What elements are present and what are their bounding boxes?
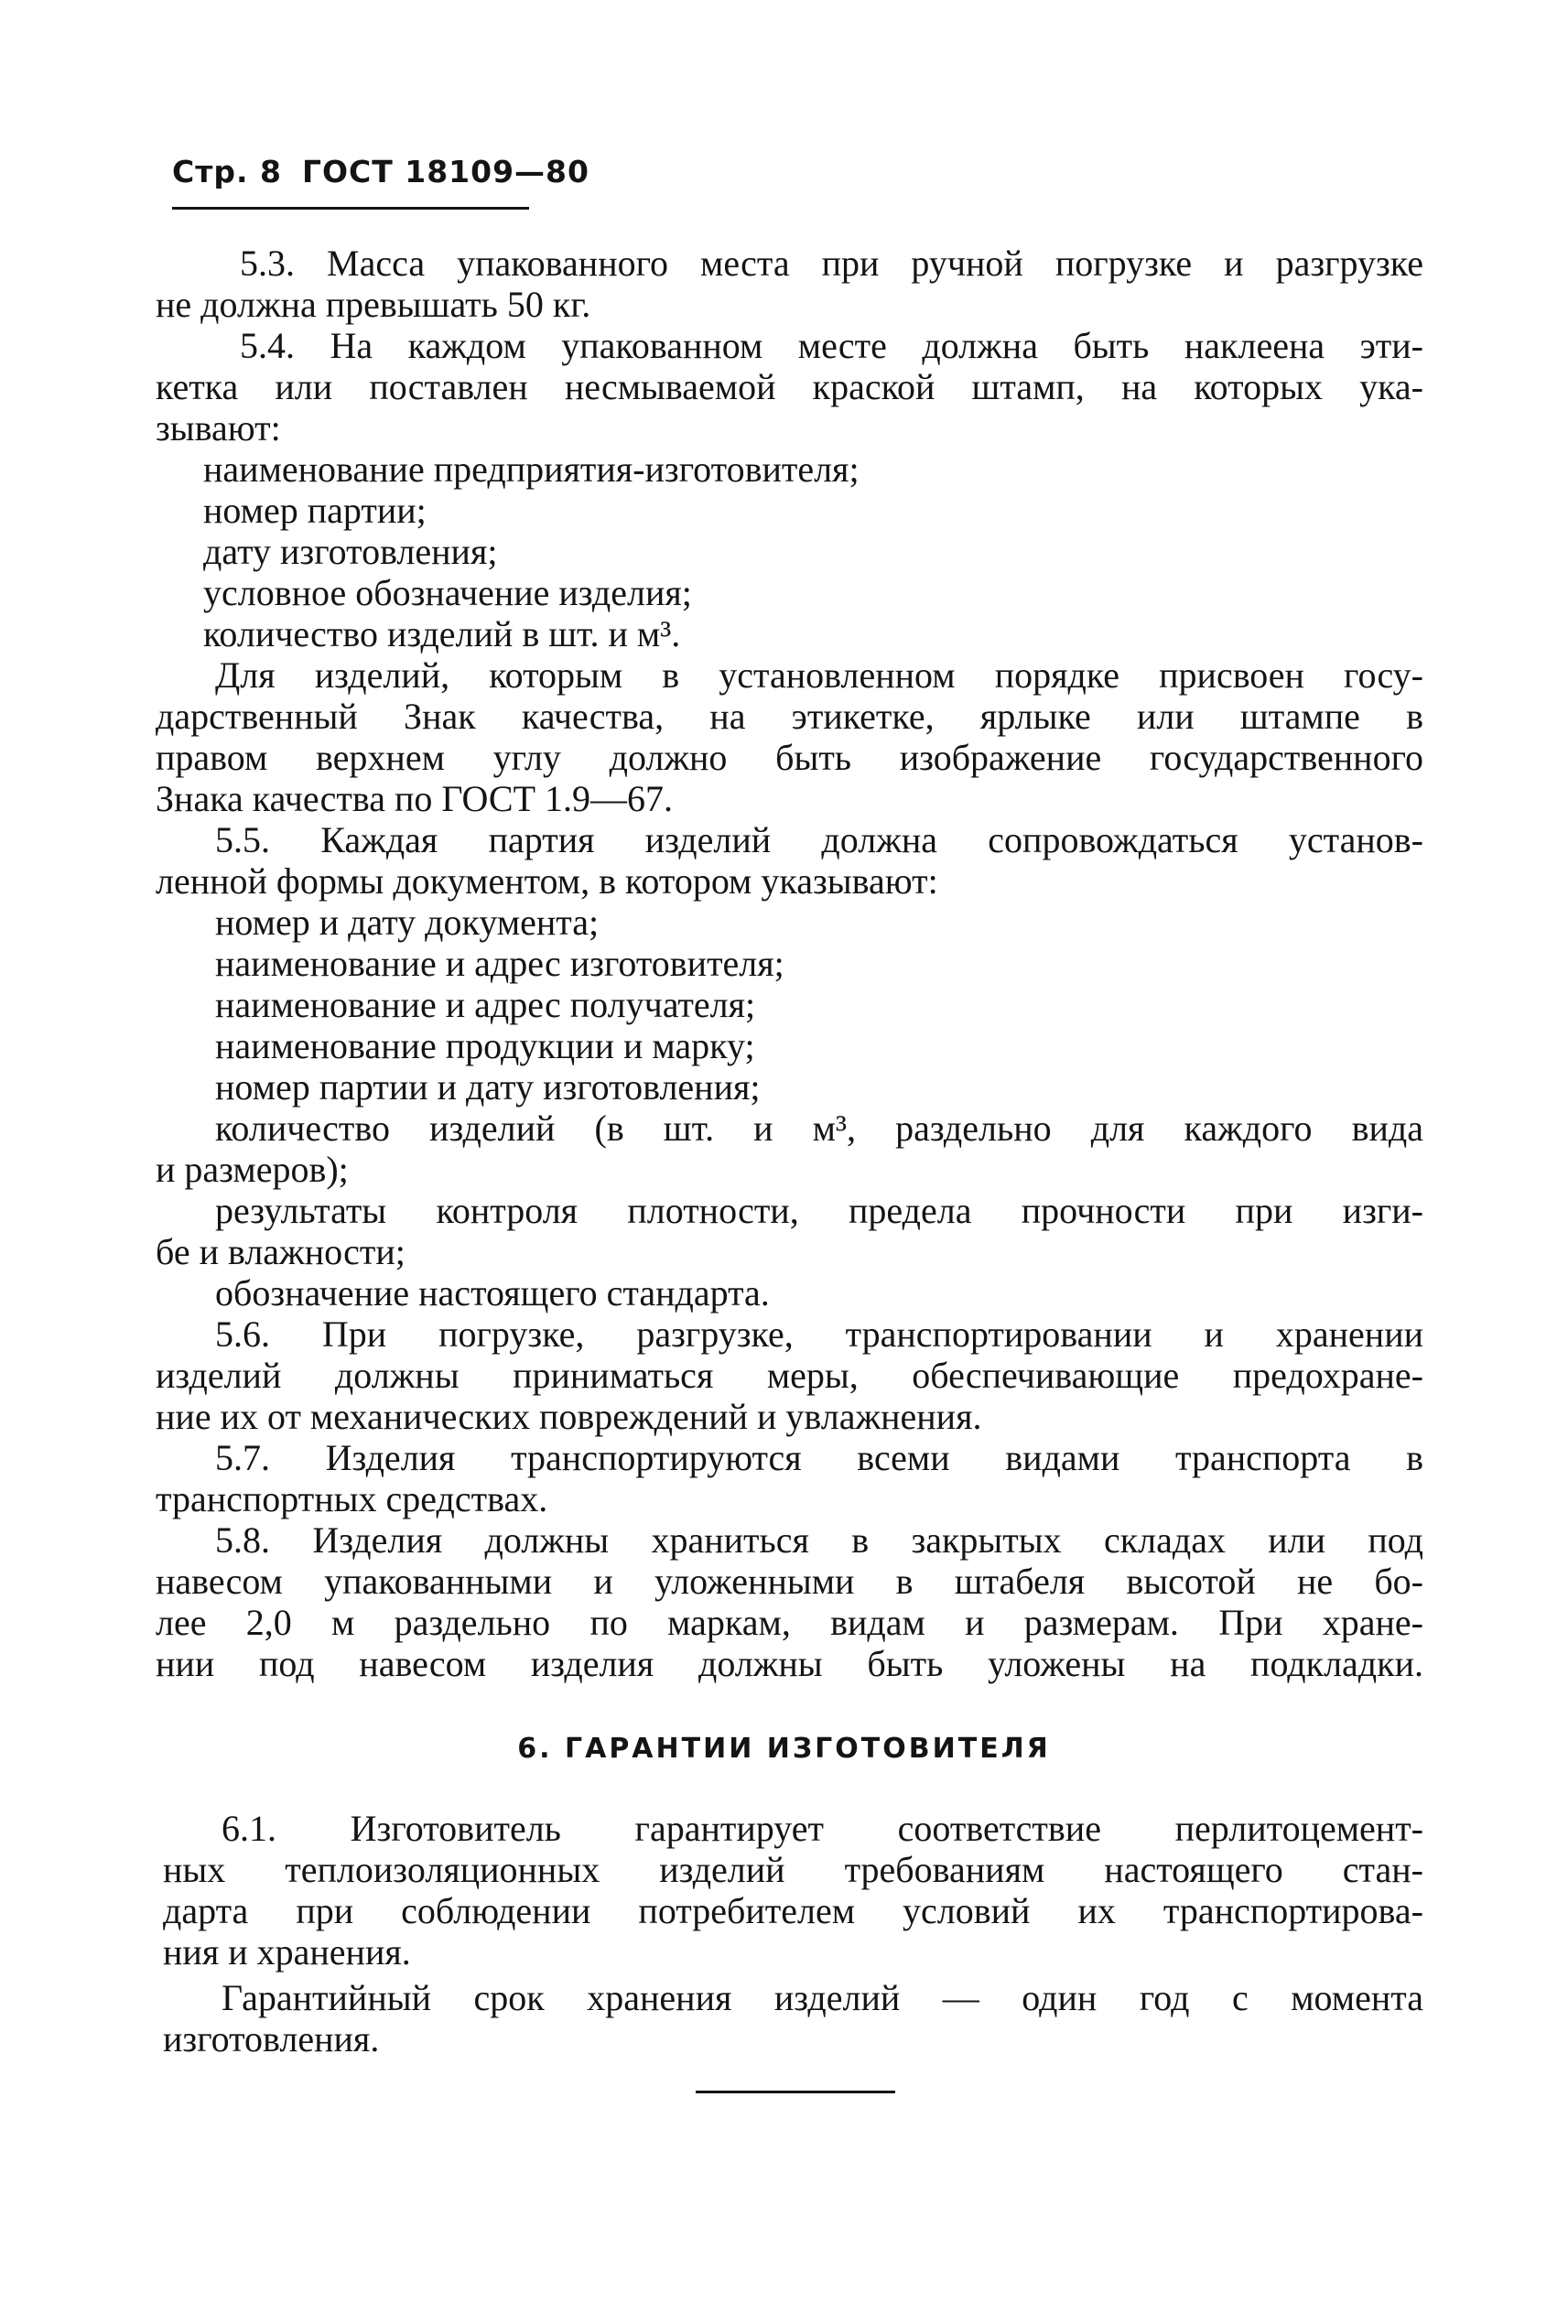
list-item: наименование предприятия-изготовителя; xyxy=(203,449,860,490)
list-item: количество изделий (в шт. и м³, раздельно для каждого вида xyxy=(215,1108,1423,1149)
list-item: обозначение настоящего стандарта. xyxy=(215,1272,770,1313)
list-item: дату изготовления; xyxy=(203,531,498,572)
page-header xyxy=(172,154,610,189)
list-item: наименование и адрес получателя; xyxy=(215,984,756,1025)
paragraph-5-8-line: лее 2,0 м раздельно по маркам, видам и размерам. При хране- xyxy=(156,1602,1423,1643)
end-divider xyxy=(696,2091,895,2093)
paragraph-6-1-line: ных теплоизоляционных изделий требованиям настоящего стан- xyxy=(163,1849,1423,1890)
list-item: результаты контроля плотности, предела прочности при изги- xyxy=(215,1190,1423,1231)
paragraph-5-3-line: не должна превышать 50 кг. xyxy=(156,284,591,325)
paragraph-5-8-line: 5.8. Изделия должны храниться в закрытых складах или под xyxy=(215,1519,1423,1561)
quality-note-line: дарственный Знак качества, на этикетке, ярлыке или штампе в xyxy=(156,696,1423,737)
list-item: бе и влажности; xyxy=(156,1231,406,1272)
list-item: условное обозначение изделия; xyxy=(203,572,692,613)
paragraph-5-4-line: зывают: xyxy=(156,407,281,449)
paragraph-6-1-line: ния и хранения. xyxy=(163,1931,411,1973)
list-item: номер и дату документа; xyxy=(215,902,600,943)
paragraph-5-7-line: 5.7. Изделия транспортируются всеми видами транспорта в xyxy=(215,1437,1423,1478)
paragraph-5-6-line: изделий должны приниматься меры, обеспечивающие предохране- xyxy=(156,1355,1423,1396)
paragraph-5-4-line: 5.4. На каждом упакованном месте должна быть наклеена эти- xyxy=(240,325,1423,366)
page-number: Стр. 8 xyxy=(172,154,282,189)
list-item: номер партии и дату изготовления; xyxy=(215,1066,761,1108)
paragraph-5-4-line: кетка или поставлен несмываемой краской штамп, на которых ука- xyxy=(156,366,1423,407)
paragraph-5-7-line: транспортных средствах. xyxy=(156,1478,548,1519)
paragraph-5-8-line: навесом упакованными и уложенными в штабеля высотой не бо- xyxy=(156,1561,1423,1602)
quality-note-line: правом верхнем углу должно быть изображение государственного xyxy=(156,737,1423,778)
list-item: количество изделий в шт. и м³. xyxy=(203,613,681,654)
list-item: номер партии; xyxy=(203,490,427,531)
warranty-note-line: изготовления. xyxy=(163,2018,380,2059)
header-divider xyxy=(172,207,529,210)
quality-note-line: Для изделий, которым в установленном порядке присвоен госу- xyxy=(215,654,1423,696)
paragraph-6-1-line: дарта при соблюдении потребителем условий их транспортирова- xyxy=(163,1890,1423,1931)
quality-note-line: Знака качества по ГОСТ 1.9—67. xyxy=(156,778,673,819)
paragraph-5-8-line: нии под навесом изделия должны быть уложены на подкладки. xyxy=(156,1643,1423,1684)
paragraph-5-5-line: 5.5. Каждая партия изделий должна сопровождаться установ- xyxy=(215,819,1423,860)
list-item: наименование и адрес изготовителя; xyxy=(215,943,784,984)
list-item: наименование продукции и марку; xyxy=(215,1025,755,1066)
warranty-note-line: Гарантийный срок хранения изделий — один год с момента xyxy=(222,1977,1423,2018)
section-heading: 6. ГАРАНТИИ ИЗГОТОВИТЕЛЯ xyxy=(517,1733,1051,1765)
paragraph-6-1-line: 6.1. Изготовитель гарантирует соответствие перлитоцемент- xyxy=(222,1808,1423,1849)
standard-code: ГОСТ 18109—80 xyxy=(301,154,589,189)
paragraph-5-3-line: 5.3. Масса упакованного места при ручной погрузке и разгрузке xyxy=(240,243,1423,284)
paragraph-5-6-line: 5.6. При погрузке, разгрузке, транспортировании и хранении xyxy=(215,1313,1423,1355)
paragraph-5-6-line: ние их от механических повреждений и увлажнения. xyxy=(156,1396,982,1437)
paragraph-5-5-line: ленной формы документом, в котором указывают: xyxy=(156,860,938,902)
list-item: и размеров); xyxy=(156,1149,349,1190)
